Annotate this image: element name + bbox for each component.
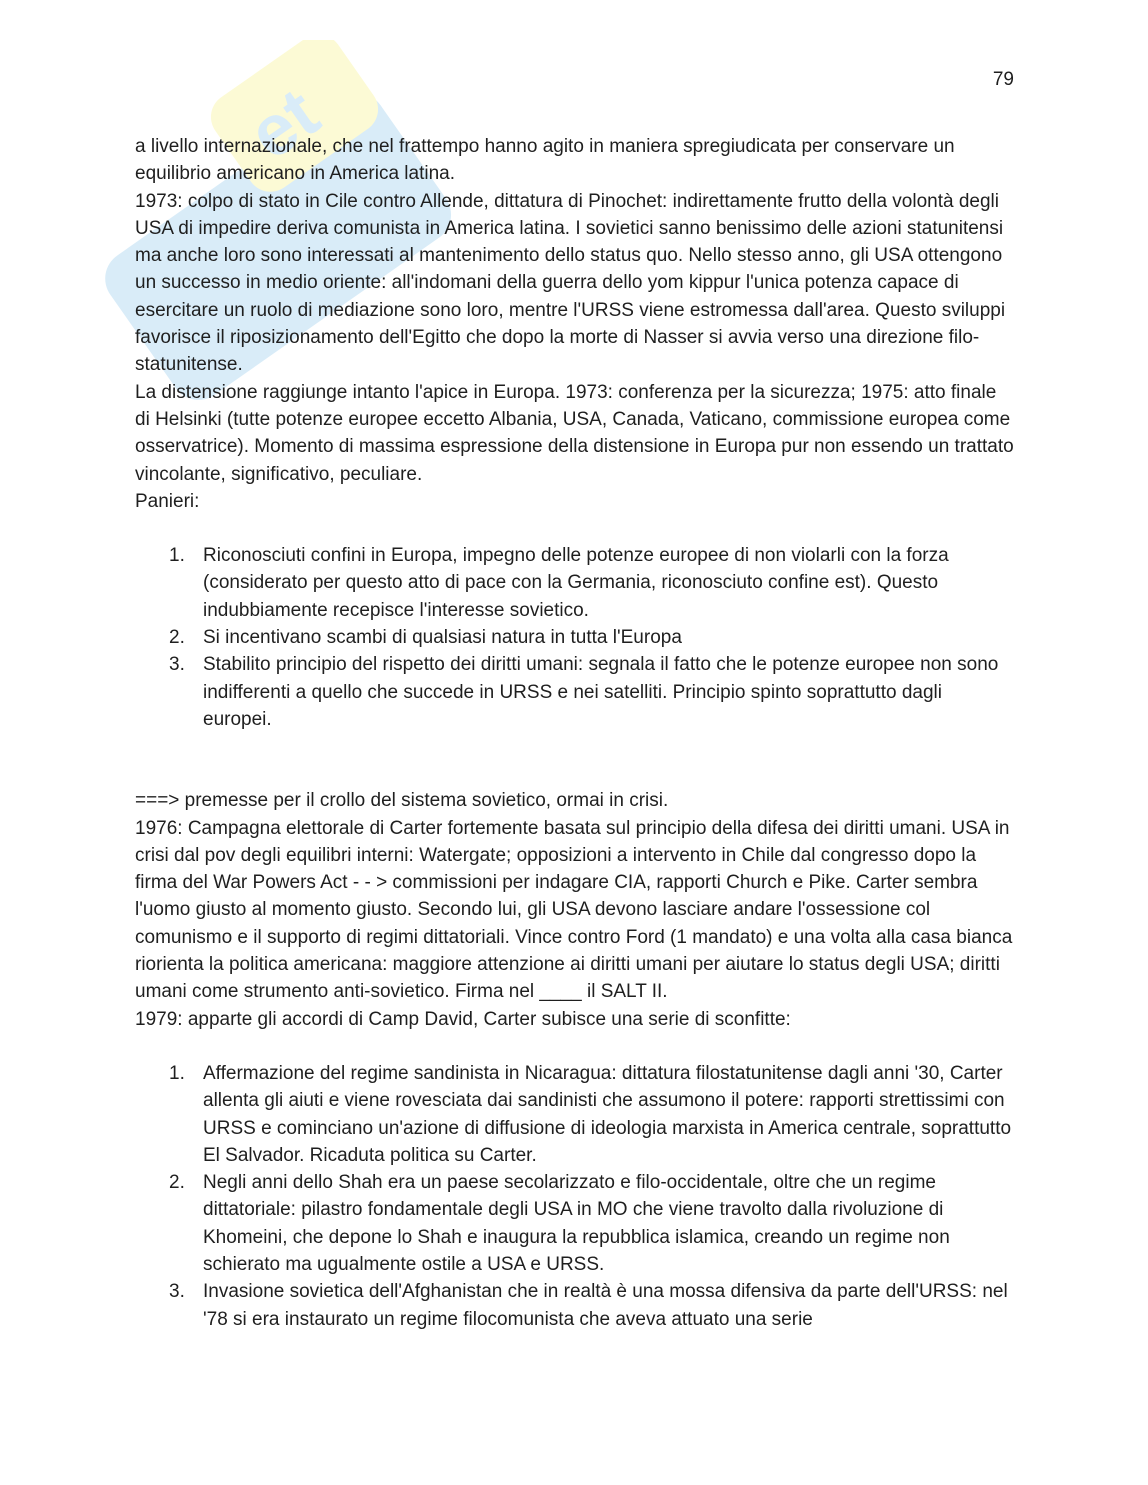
paragraph-1976-carter: 1976: Campagna elettorale di Carter fortemente basata sul principio della difesa dei diritti umani. USA in crisi dal pov degli equilibri interni: Watergate; opposizioni a intervento in Chile dal congresso dopo la firma del War Powers Act - - > commissioni per indagare CIA, rapporti Church e Pike. Carter sembra l'uomo giusto al momento giusto. Secondo lui, gli USA devono lasciare andare l'ossessione col comunismo e il supporto di regimi dittatoriali. Vince contro Ford (1 mandato) e una volta alla casa bianca riorienta la politica americana: maggiore attenzione ai diritti umani per aiutare lo status degli USA; diritti umani come strumento anti-sovietico. Firma nel ____ il SALT II. <box>135 817 1013 1003</box>
list-item: 2. Si incentivano scambi di qualsiasi natura in tutta l'Europa <box>169 627 682 649</box>
document-body <box>135 133 1015 1333</box>
paragraph-premesse: ===> premesse per il crollo del sistema sovietico, ormai in crisi. <box>135 790 669 812</box>
watermark-text-et: et <box>234 73 334 176</box>
sconfitte-list <box>135 1060 1015 1333</box>
list-item: 1. Riconosciuti confini in Europa, impegno delle potenze europee di non violarli con la forza (considerato per questo atto di pace con la Germania, riconosciuto confine est). Questo indubbiamente recepisce l'interesse sovietico. <box>169 545 949 621</box>
list-item: 3. Stabilito principio del rispetto dei diritti umani: segnala il fatto che le potenze europee non sono indifferenti a quello che succede in URSS e nei satelliti. Principio spinto soprattutto dagli europei. <box>169 654 999 730</box>
panieri-list <box>135 542 1015 733</box>
list-item: 2. Negli anni dello Shah era un paese secolarizzato e filo-occidentale, oltre che un regime dittatoriale: pilastro fondamentale degli USA in MO che viene travolto dalla rivoluzione di Khomeini, che depone lo Shah e inaugura la repubblica islamica, creando un regime non schierato ma ugualmente ostile a USA e URSS. <box>169 1172 950 1275</box>
page-number: 79 <box>992 69 1014 90</box>
paragraph-distensione: La distensione raggiunge intanto l'apice in Europa. 1973: conferenza per la sicurezza; 1975: atto finale di Helsinki (tutte potenze europee eccetto Albania, USA, Canada, Vaticano, commissione europea come osservatrice). Momento di massima espressione della distensione in Europa pur non essendo un trattato vincolante, significativo, peculiare. <box>135 381 1014 485</box>
paragraph-panieri: Panieri: <box>135 490 200 512</box>
paragraph-1979: 1979: apparte gli accordi di Camp David, Carter subisce una serie di sconfitte: <box>135 1008 791 1030</box>
list-item: 3. Invasione sovietica dell'Afghanistan che in realtà è una mossa difensiva da parte dell'URSS: nel '78 si era instaurato un regime filocomunista che aveva attuato una serie <box>169 1281 1008 1330</box>
blank-space <box>135 733 1015 787</box>
list-item: 1. Affermazione del regime sandinista in Nicaragua: dittatura filostatunitense dagli anni '30, Carter allenta gli aiuti e viene rovesciata dai sandinisti che assumono il potere: rapporti strettissimi con URSS e cominciano un'azione di diffusione di ideologia marxista in America centrale, soprattutto El Salvador. Ricaduta politica su Carter. <box>169 1062 1012 1166</box>
paragraph-1973-chile: 1973: colpo di stato in Cile contro Allende, dittatura di Pinochet: indirettamente frutto della volontà degli USA di impedire deriva comunista in America latina. I sovietici sanno benissimo delle azioni statunitensi ma anche loro sono interessati al mantenimento dello status quo. Nello stesso anno, gli USA ottengono un successo in medio oriente: all'indomani della guerra dello yom kippur l'unica potenza capace di esercitare un ruolo di mediazione sono loro, mentre l'URSS viene estromessa dall'area. Questo sviluppi favorisce il riposizionamento dell'Egitto che dopo la morte di Nasser si avvia verso una direzione filo-statunitense. <box>135 190 1006 376</box>
paragraph-intro: a livello internazionale, che nel frattempo hanno agito in maniera spregiudicata per conservare un equilibrio americano in America latina. <box>135 136 955 185</box>
